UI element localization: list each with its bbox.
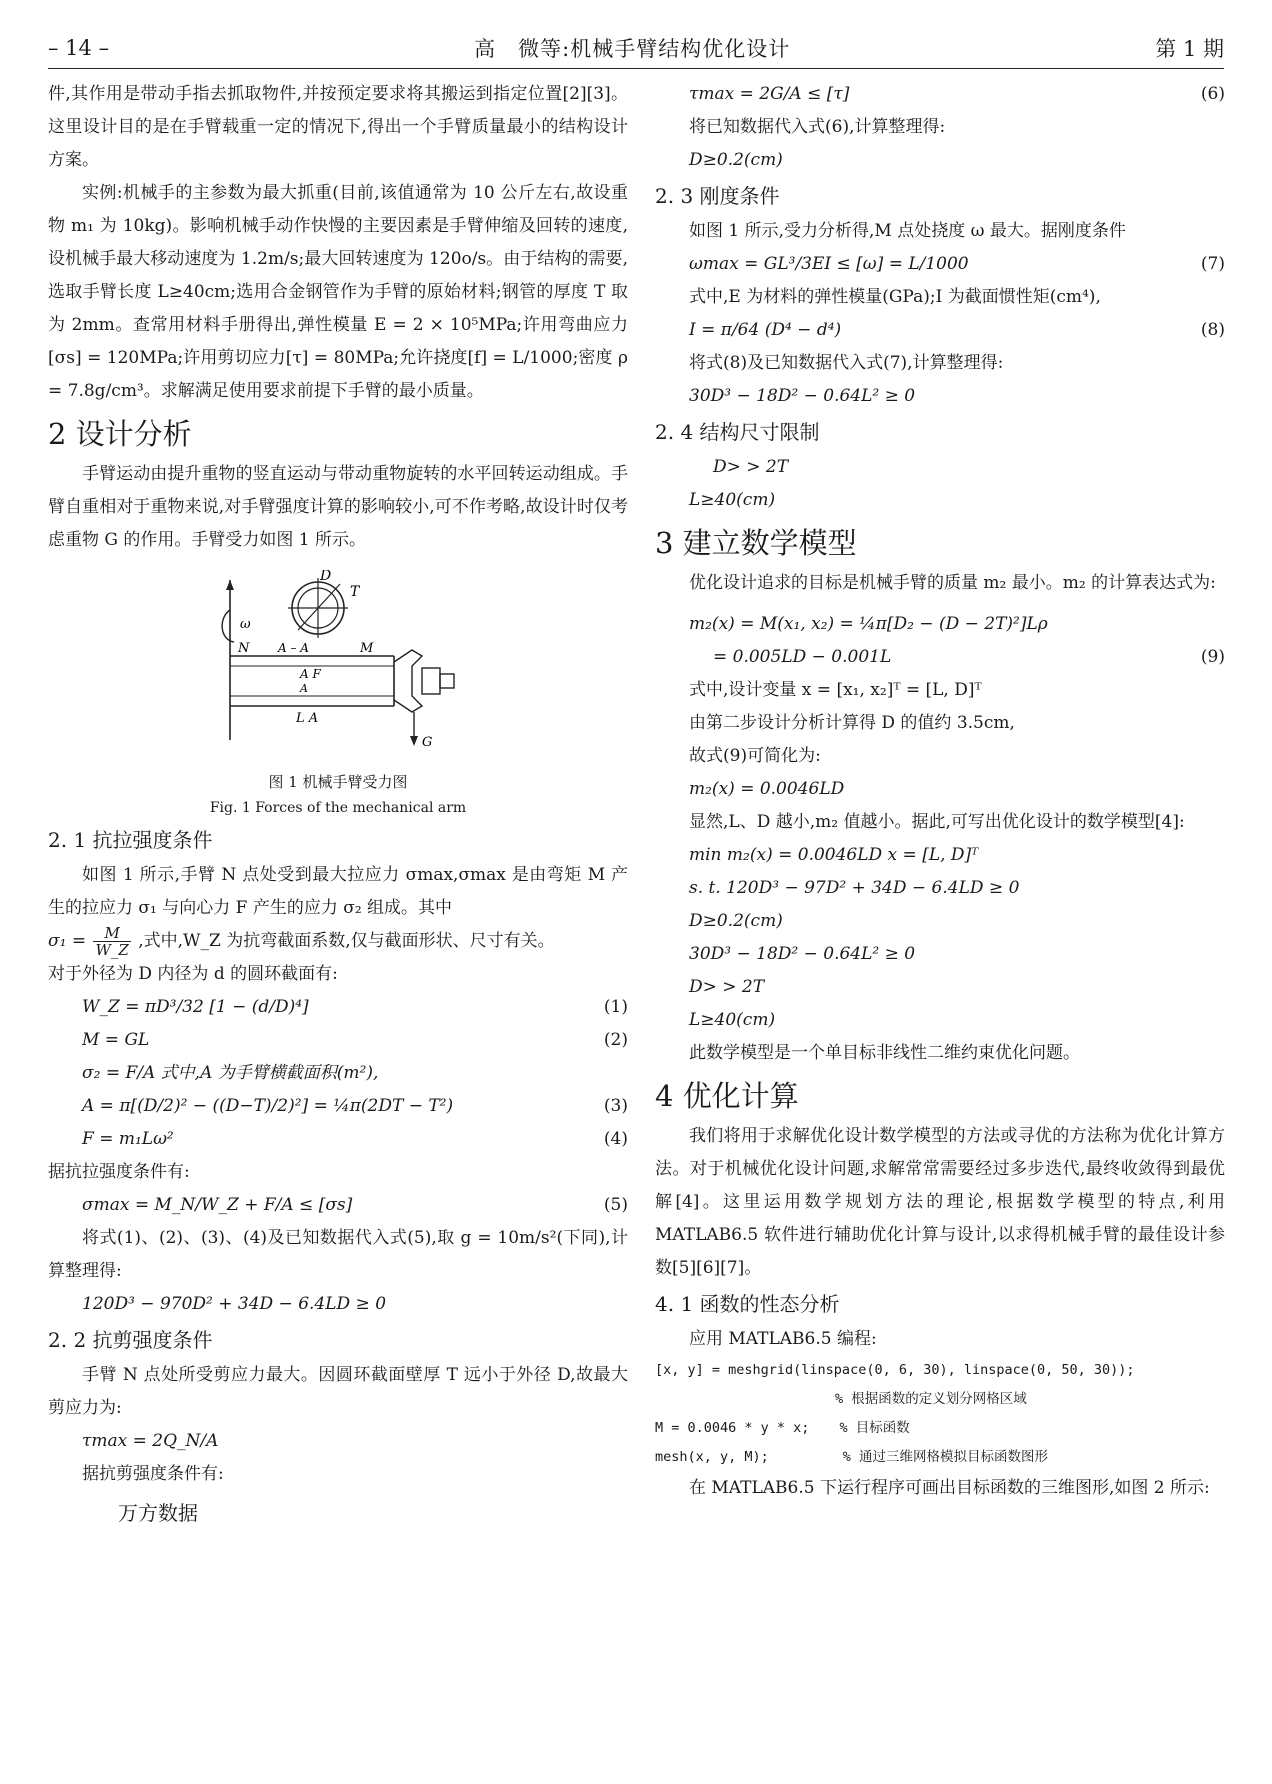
label-D: D xyxy=(320,570,332,584)
paragraph-design-variable: 式中,设计变量 x = [x₁, x₂]ᵀ = [L, D]ᵀ xyxy=(689,680,982,700)
paragraph-matlab: 应用 MATLAB6.5 编程: xyxy=(689,1329,877,1349)
paragraph-obvious: 显然,L、D 越小,m₂ 值越小。据此,可写出优化设计的数学模型[4]: xyxy=(689,812,1185,832)
code-line-1: [x, y] = meshgrid(linspace(0, 6, 30), linspace(0, 50, 30)); xyxy=(655,1362,1135,1378)
model-constraint-2: D≥0.2(cm) xyxy=(689,911,783,931)
equation-8: I = π/64 (D⁴ − d⁴) (8) xyxy=(689,320,1225,340)
arm-force-diagram xyxy=(208,570,468,760)
equation-1: W_Z = πD³/32 [1 − (d/D)⁴] (1) xyxy=(82,997,628,1017)
model-constraint-4: D> > 2T xyxy=(689,977,765,997)
paragraph-2-2: 手臂 N 点处所受剪应力最大。因圆环截面壁厚 T 远小于外径 D,故最大剪应力为: xyxy=(48,1365,628,1418)
paragraph-substitution: 将式(1)、(2)、(3)、(4)及已知数据代入式(5),取 g = 10m/s²(下同),计算整理得: xyxy=(48,1228,628,1281)
paragraph-model: 优化设计追求的目标是机械手臂的质量 m₂ 最小。m₂ 的计算表达式为: xyxy=(689,573,1216,593)
subsection-2-1: 2. 1 抗拉强度条件 xyxy=(48,828,213,852)
subsection-4-1: 4. 1 函数的性态分析 xyxy=(655,1292,840,1316)
label-AA: A – A xyxy=(278,641,309,655)
equation-9a: m₂(x) = M(x₁, x₂) = ¼π[D₂ − (D − 2T)²]Lρ xyxy=(689,614,1048,634)
equation-5: σmax = M_N/W_Z + F/A ≤ [σs] (5) xyxy=(82,1195,628,1215)
equation-simplified: m₂(x) = 0.0046LD xyxy=(689,779,845,799)
section-heading-optimization: 4 优化计算 xyxy=(655,1079,799,1113)
figure-1 xyxy=(48,565,628,765)
equation-sigma2: σ₂ = F/A 式中,A 为手臂横截面积(m²), xyxy=(82,1063,379,1083)
paragraph-optimization: 我们将用于求解优化设计数学模型的方法或寻优的方法称为优化计算方法。对于机械优化设计问题,求解常常需要经过多步迭代,最终收敛得到最优解[4]。这里运用数学规划方法的理论,根据数学模型的特点,利用 MATLAB6.5 软件进行辅助优化计算与设计,以求得机械手臂的最佳设计参数[5][6][7]。 xyxy=(655,1126,1225,1278)
paragraph-example: 实例:机械手的主参数为最大抓重(目前,该值通常为 10 公斤左右,故设重物 m₁ 为 10kg)。影响机械手动作快慢的主要因素是手臂伸缩及回转的速度,设机械手最大移动速度为 1.2m/s;最大回转速度为 120o/s。由于结构的需要,选取手臂长度 L≥40cm;选用合金钢管作为手臂的原始材料;钢管的厚度 T 取为 2mm。查常用材料手册得出,弹性模量 E = 2 × 10⁵MPa;许用弯曲应力[σs] = 120MPa;许用剪切应力[τ] = 80MPa;允许挠度[f] = L/1000;密度 ρ = 7.8g/cm³。求解满足使用要求前提下手臂的最小质量。 xyxy=(48,183,628,401)
code-comment-1: % 根据函数的定义划分网格区域 xyxy=(835,1391,1027,1407)
equation-7: ωmax = GL³/3EI ≤ [ω] = L/1000 (7) xyxy=(689,254,1225,274)
label-AF: A F xyxy=(300,667,321,681)
result-tension: 120D³ − 970D² + 34D − 6.4LD ≥ 0 xyxy=(82,1294,387,1314)
code-line-2: M = 0.0046 * y * x; % 目标函数 xyxy=(655,1420,910,1436)
model-objective: min m₂(x) = 0.0046LD x = [L, D]ᵀ xyxy=(689,845,979,865)
code-line-3: mesh(x, y, M); % 通过三维网格模拟目标函数图形 xyxy=(655,1449,1049,1465)
label-N: N xyxy=(238,641,250,656)
equation-9b: = 0.005LD − 0.001L (9) xyxy=(713,647,1225,667)
left-column xyxy=(48,78,628,1530)
subsection-2-3: 2. 3 刚度条件 xyxy=(655,184,780,208)
model-constraint-3: 30D³ − 18D² − 0.64L² ≥ 0 xyxy=(689,944,916,964)
label-T: T xyxy=(350,584,360,600)
paragraph-eq8: 将式(8)及已知数据代入式(7),计算整理得: xyxy=(689,353,1004,373)
label-G: G xyxy=(422,735,433,750)
paragraph-by-tension: 据抗拉强度条件有: xyxy=(48,1162,190,1182)
paragraph-design: 手臂运动由提升重物的竖直运动与带动重物旋转的水平回转运动组成。手臂自重相对于重物来说,对手臂强度计算的影响较小,可不作考略,故设计时仅考虑重物 G 的作用。手臂受力如图 1 所示。 xyxy=(48,464,628,550)
label-M: M xyxy=(360,641,374,656)
label-LA: L A xyxy=(296,711,319,726)
paragraph-2-1b: σ₁ = $\frac{M}{W\_Z}$ ,式中,W_Z 为抗弯截面系数,仅与截面形状、尺寸有关。 xyxy=(48,924,555,959)
paragraph-simplify: 故式(9)可简化为: xyxy=(689,746,821,766)
page-number: – 14 – xyxy=(48,36,110,60)
paragraph-2-1a: 如图 1 所示,手臂 N 点处受到最大拉应力 σmax,σmax 是由弯矩 M 产生的拉应力 σ₁ 与向心力 F 产生的应力 σ₂ 组成。其中 xyxy=(48,865,628,918)
result-6: D≥0.2(cm) xyxy=(689,150,783,170)
model-constraint-1: s. t. 120D³ − 97D² + 34D − 6.4LD ≥ 0 xyxy=(689,878,1020,898)
label-A: A xyxy=(300,682,308,695)
paragraph-D-value: 由第二步设计分析计算得 D 的值约 3.5cm, xyxy=(689,713,1015,733)
subsection-2-4: 2. 4 结构尺寸限制 xyxy=(655,420,820,444)
section-heading-model: 3 建立数学模型 xyxy=(655,526,857,560)
issue-number: 第 1 期 xyxy=(1155,37,1224,61)
result-8: 30D³ − 18D² − 0.64L² ≥ 0 xyxy=(689,386,916,406)
paragraph-eq7: 式中,E 为材料的弹性模量(GPa);I 为截面惯性矩(cm⁴), xyxy=(689,287,1101,307)
paragraph-intro: 件,其作用是带动手指去抓取物件,并按预定要求将其搬运到指定位置[2][3]。这里设计目的是在手臂载重一定的情况下,得出一个手臂质量最小的结构设计方案。 xyxy=(48,84,628,170)
paragraph-model-type: 此数学模型是一个单目标非线性二维约束优化问题。 xyxy=(689,1043,1080,1063)
figure-caption-cn: 图 1 机械手臂受力图 xyxy=(268,773,408,791)
label-omega: ω xyxy=(240,617,251,632)
equation-4: F = m₁Lω² (4) xyxy=(82,1129,628,1149)
figure-caption-en: Fig. 1 Forces of the mechanical arm xyxy=(209,800,467,816)
paragraph-eq6: 将已知数据代入式(6),计算整理得: xyxy=(689,117,946,137)
equation-3: A = π[(D/2)² − ((D−T)/2)²] = ¼π(2DT − T²) (3) xyxy=(82,1096,628,1116)
paragraph-2-3: 如图 1 所示,受力分析得,M 点处挠度 ω 最大。据刚度条件 xyxy=(689,221,1126,241)
constraint-L: L≥40(cm) xyxy=(689,490,776,510)
model-constraint-5: L≥40(cm) xyxy=(689,1010,776,1030)
watermark-wanfang: 万方数据 xyxy=(118,1501,198,1525)
constraint-D-T: D> > 2T xyxy=(713,457,789,477)
paragraph-figure-2: 在 MATLAB6.5 下运行程序可画出目标函数的三维图形,如图 2 所示: xyxy=(689,1478,1210,1498)
right-column xyxy=(655,78,1225,1505)
equation-tau-max: τmax = 2Q_N/A xyxy=(82,1431,219,1451)
equation-6: τmax = 2G/A ≤ [τ] (6) xyxy=(689,84,1225,104)
equation-2: M = GL (2) xyxy=(82,1030,628,1050)
paragraph-2-1c: 对于外径为 D 内径为 d 的圆环截面有: xyxy=(48,964,338,984)
section-heading-design: 2 设计分析 xyxy=(48,417,192,451)
page-header xyxy=(48,28,1224,69)
paragraph-by-shear: 据抗剪强度条件有: xyxy=(82,1464,224,1484)
fraction-M-over-WZ: $\frac{M}{W\_Z}$ xyxy=(95,924,129,959)
running-title: 高 微等:机械手臂结构优化设计 xyxy=(474,37,791,61)
subsection-2-2: 2. 2 抗剪强度条件 xyxy=(48,1328,213,1352)
